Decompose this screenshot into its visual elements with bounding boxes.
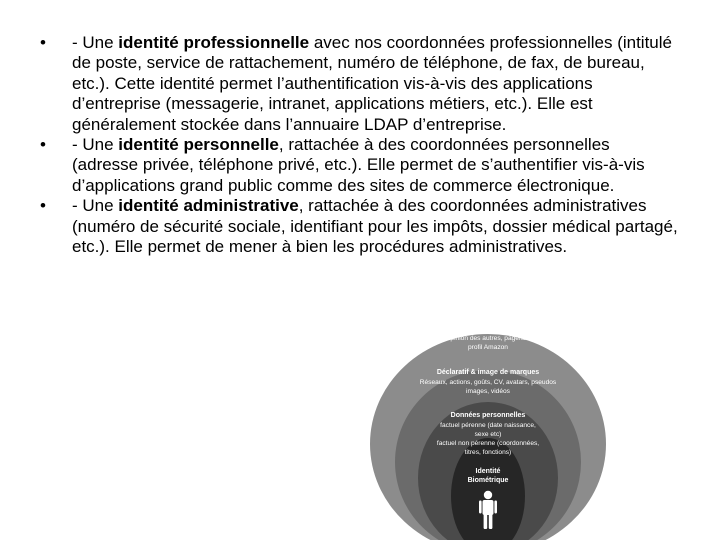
layer-title: Déclaratif & image de marques xyxy=(436,369,540,376)
bullet-body: , rattachée à des coordonnées administratives (numéro de sécurité sociale, identifiant pour les impôts, dossier médical partagé, etc.). Elle permet de mener à bien les procédures administratives. xyxy=(72,196,678,257)
bullet-prefix: - Une xyxy=(72,196,119,216)
identity-layers-svg xyxy=(368,318,608,540)
layer-line: factuel pérenne (date naissance, xyxy=(440,422,536,429)
layer-line: Réseaux, actions, goûts, CV, avatars, pseudos xyxy=(419,379,557,386)
bullet-bold-term: identité personnelle xyxy=(118,135,279,155)
layer-line: factuel non pérenne (coordonnées, xyxy=(436,440,540,447)
layer-title: Identité xyxy=(475,468,501,475)
bullet-prefix: - Une xyxy=(72,33,119,52)
bullet-personal-identity xyxy=(40,135,680,196)
bullet-dot: • xyxy=(40,135,46,155)
bullet-dot: • xyxy=(40,33,46,52)
bullet-bold-term: identité professionnelle xyxy=(118,33,310,52)
bullet-administrative-identity xyxy=(40,196,680,257)
bullet-bold-term: identité administrative xyxy=(118,196,299,216)
layer-line: profil Amazon xyxy=(468,344,508,351)
layer-line: images, vidéos xyxy=(466,388,510,395)
bullet-list xyxy=(40,33,680,257)
bullet-body: , rattachée à des coordonnées personnelles (adresse privée, téléphone privé, etc.). Elle permet de s’authentifier vis-à-vis d’applications grand public comme des sites de commerce électronique. xyxy=(72,135,645,195)
identity-layers-diagram xyxy=(368,318,608,540)
layer-line: Biométrique xyxy=(467,477,509,484)
layer-title: Données personnelles xyxy=(450,412,526,419)
bullet-professional-identity xyxy=(40,33,680,135)
bullet-dot: • xyxy=(40,196,46,216)
layer-title: Comportement & réputation xyxy=(441,325,535,332)
layer-line: notoriété, opinion des autres, pagerank, Google, xyxy=(417,335,559,342)
bullet-body: avec nos coordonnées professionnelles (intitulé de poste, service de rattachement, numéro de téléphone, de fax, de bureau, etc.). Cette identité permet l’authentification vis-à-vis des applications d’entreprise (messagerie, intranet, applications métiers, etc.). Elle est généralement stockée dans l’annuaire LDAP d’entreprise. xyxy=(72,33,672,134)
layer-line: titres, fonctions) xyxy=(464,449,512,456)
layer-line: sexe etc) xyxy=(474,431,502,438)
bullet-prefix: - Une xyxy=(72,135,119,155)
